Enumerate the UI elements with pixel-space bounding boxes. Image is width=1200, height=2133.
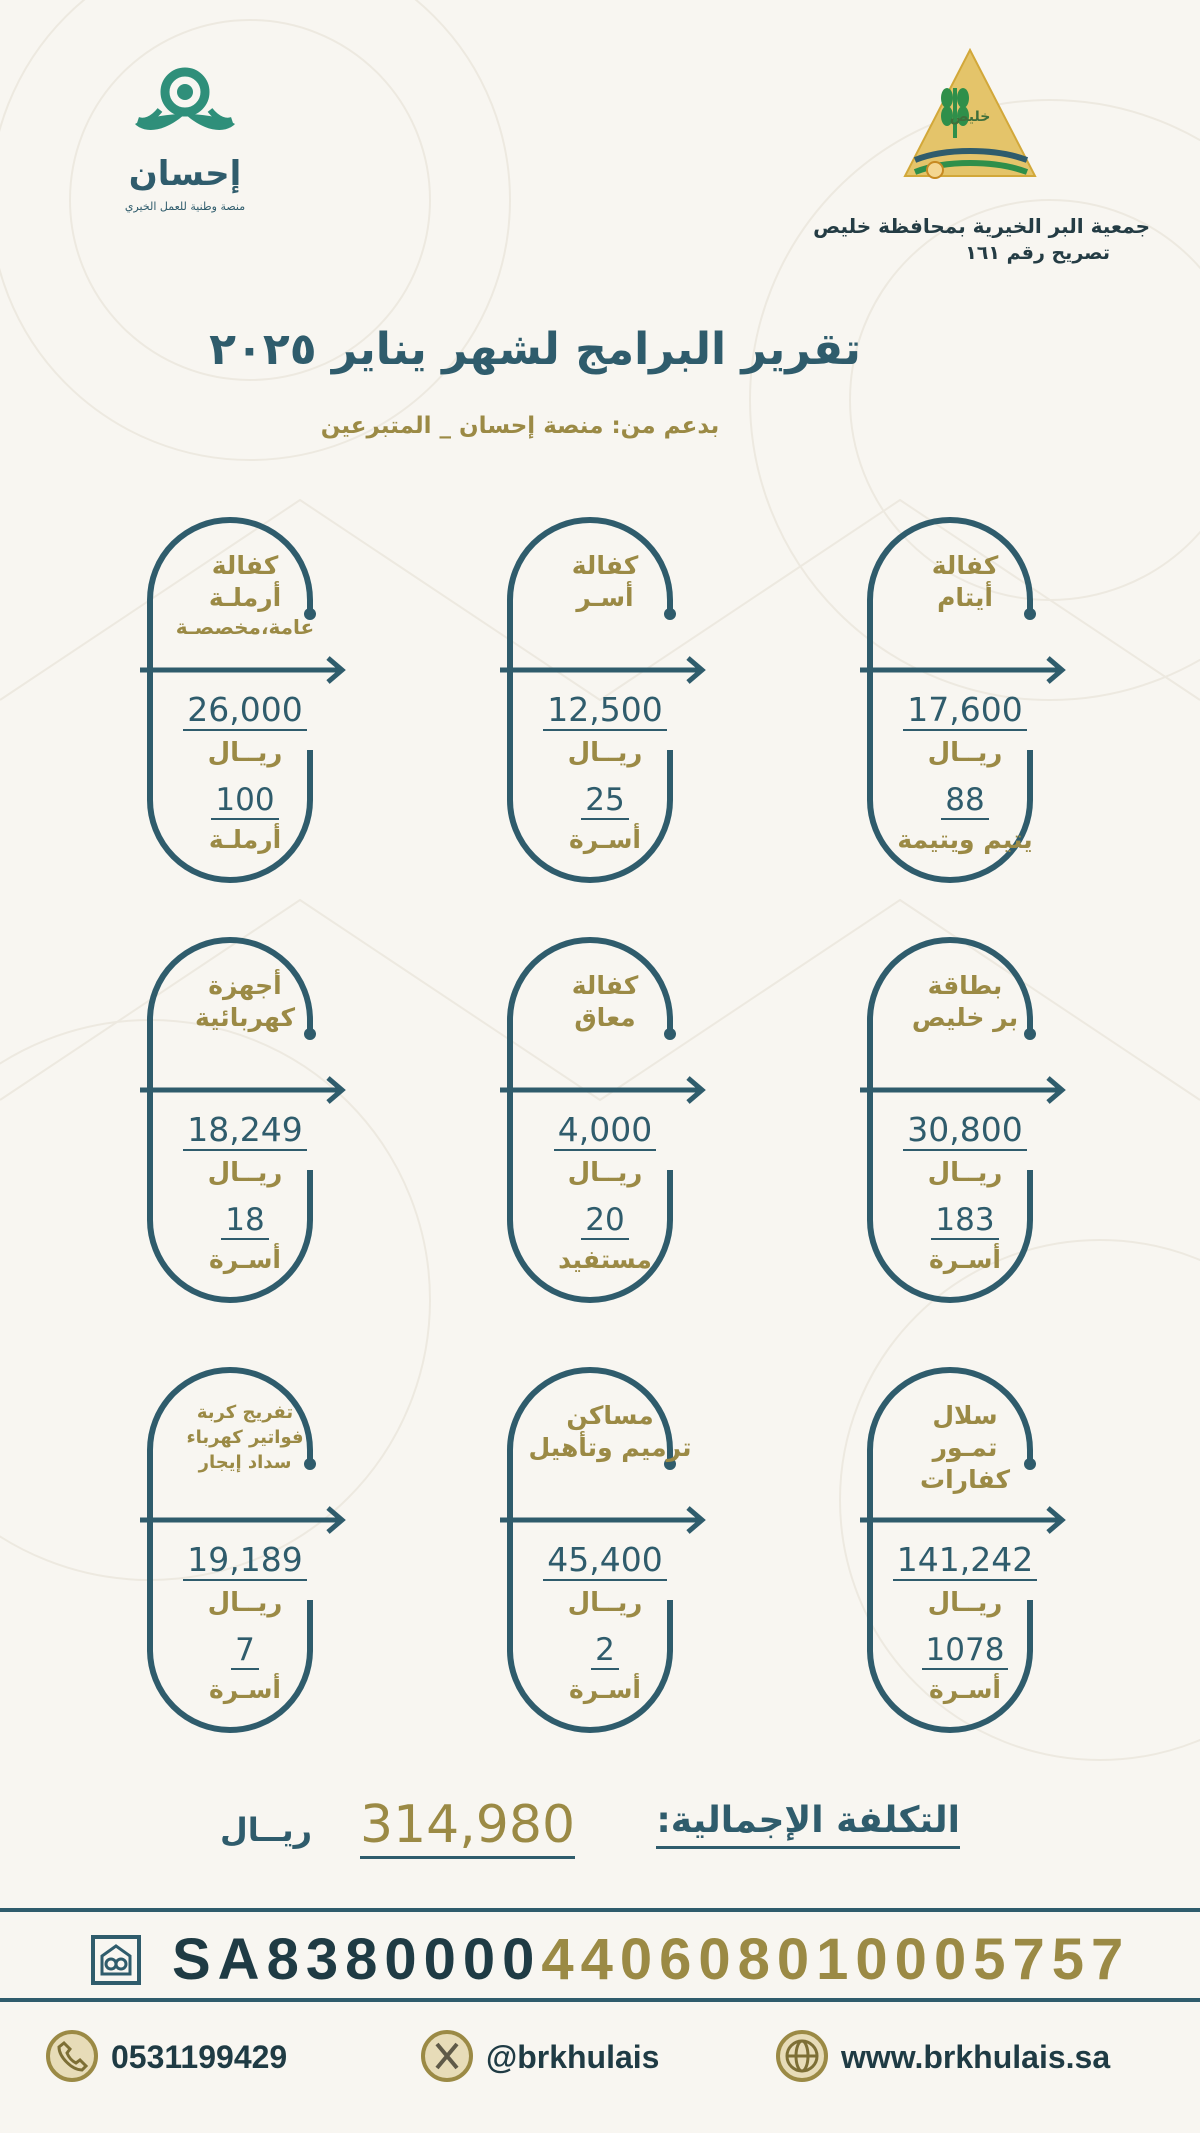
iban-number: SA8380000440608010005757 — [172, 1927, 1131, 1992]
program-card-orphans — [840, 510, 1090, 890]
card-count-label: مستفيد — [558, 1245, 652, 1274]
card-unit: ريــال — [927, 1158, 1003, 1188]
card-count: 7 — [130, 1630, 360, 1670]
card-unit: ريــال — [567, 1588, 643, 1618]
x-logo-icon — [420, 2029, 474, 2083]
phone-number: 0531199429 — [111, 2039, 288, 2075]
card-count-label: أسـرة — [208, 1245, 281, 1274]
card-count: 1078 — [850, 1630, 1080, 1670]
contact-row — [0, 2015, 1200, 2095]
card-title: سلال تمـور كفارات — [919, 1401, 1010, 1494]
ihsan-tagline: منصة وطنية للعمل الخيري — [124, 200, 246, 213]
ihsan-logo — [100, 62, 270, 213]
card-title: كفالة أسـر — [571, 551, 639, 612]
contact-phone[interactable] — [45, 2029, 365, 2087]
report-subtitle: بدعم من: منصة إحسان _ المتبرعين — [320, 413, 720, 439]
globe-icon — [775, 2029, 829, 2083]
card-amount: 17,600 — [850, 690, 1080, 730]
card-title: مساكن ترميم وتأهيل — [528, 1401, 692, 1462]
card-count-label: أسـرة — [928, 1245, 1001, 1274]
card-count: 100 — [130, 780, 360, 820]
card-unit: ريــال — [207, 738, 283, 768]
card-unit: ريــال — [207, 1158, 283, 1188]
card-amount: 18,249 — [130, 1110, 360, 1150]
card-title: بطاقة بر خليص — [911, 971, 1019, 1032]
card-title: تفريج كربة فواتير كهرباء سداد إيجار — [186, 1402, 304, 1473]
card-amount: 19,189 — [130, 1540, 360, 1580]
program-card-relief — [120, 1360, 370, 1740]
card-count-label: يتيم ويتيمة — [897, 825, 1033, 854]
card-count-label: أسـرة — [928, 1675, 1001, 1704]
card-amount: 30,800 — [850, 1110, 1080, 1150]
org-block — [700, 212, 1150, 266]
total-label: التكلفة الإجمالية: — [656, 1796, 960, 1849]
card-count: 18 — [130, 1200, 360, 1240]
ihsan-name: إحسان — [128, 154, 242, 194]
program-card-dates-baskets — [840, 1360, 1090, 1740]
iban-row — [0, 1920, 1200, 2000]
card-unit: ريــال — [927, 738, 1003, 768]
phone-icon — [45, 2029, 99, 2083]
card-title: أجهزة كهربائية — [194, 971, 296, 1032]
card-title: كفالة معاق — [571, 971, 639, 1032]
program-card-appliances — [120, 930, 370, 1310]
card-unit: ريــال — [567, 738, 643, 768]
program-card-widows — [120, 510, 370, 890]
card-count-label: أسـرة — [568, 825, 641, 854]
card-count: 2 — [490, 1630, 720, 1670]
org-permit: تصريح رقم ١٦١ — [965, 242, 1110, 264]
card-title: كفالة أيتام — [931, 551, 999, 612]
khulais-badge: خليص — [949, 109, 991, 125]
total-unit: ريــال — [220, 1811, 313, 1849]
card-count: 88 — [850, 780, 1080, 820]
card-amount: 141,242 — [850, 1540, 1080, 1580]
card-amount: 26,000 — [130, 690, 360, 730]
total-cost — [220, 1792, 980, 1862]
card-unit: ريــال — [927, 1588, 1003, 1618]
card-count: 25 — [490, 780, 720, 820]
x-handle: @brkhulais — [486, 2039, 660, 2075]
card-amount: 4,000 — [490, 1110, 720, 1150]
program-card-families — [480, 510, 730, 890]
ihsan-leaf-icon — [130, 62, 240, 152]
report-title: تقرير البرامج لشهر يناير ٢٠٢٥ — [209, 324, 861, 375]
card-count-label: أسـرة — [208, 1675, 281, 1704]
org-name: جمعية البر الخيرية بمحافظة خليص — [813, 214, 1150, 238]
contact-x[interactable] — [420, 2029, 750, 2087]
card-unit: ريــال — [567, 1158, 643, 1188]
card-count: 20 — [490, 1200, 720, 1240]
card-count: 183 — [850, 1200, 1080, 1240]
website: www.brkhulais.sa — [841, 2039, 1111, 2075]
contact-website[interactable] — [775, 2029, 1175, 2087]
card-amount: 45,400 — [490, 1540, 720, 1580]
card-count-label: أرملـة — [208, 825, 282, 854]
program-card-housing — [480, 1360, 730, 1740]
divider-bottom — [0, 1998, 1200, 2002]
card-title: كفالة أرملـة عامة،مخصصـة — [175, 551, 315, 639]
total-amount: 314,980 — [360, 1794, 575, 1859]
bank-icon — [90, 1934, 142, 1986]
card-count-label: أسـرة — [568, 1675, 641, 1704]
card-amount: 12,500 — [490, 690, 720, 730]
program-card-disabled — [480, 930, 730, 1310]
divider-top — [0, 1908, 1200, 1912]
program-card-birr-card — [840, 930, 1090, 1310]
card-unit: ريــال — [207, 1588, 283, 1618]
